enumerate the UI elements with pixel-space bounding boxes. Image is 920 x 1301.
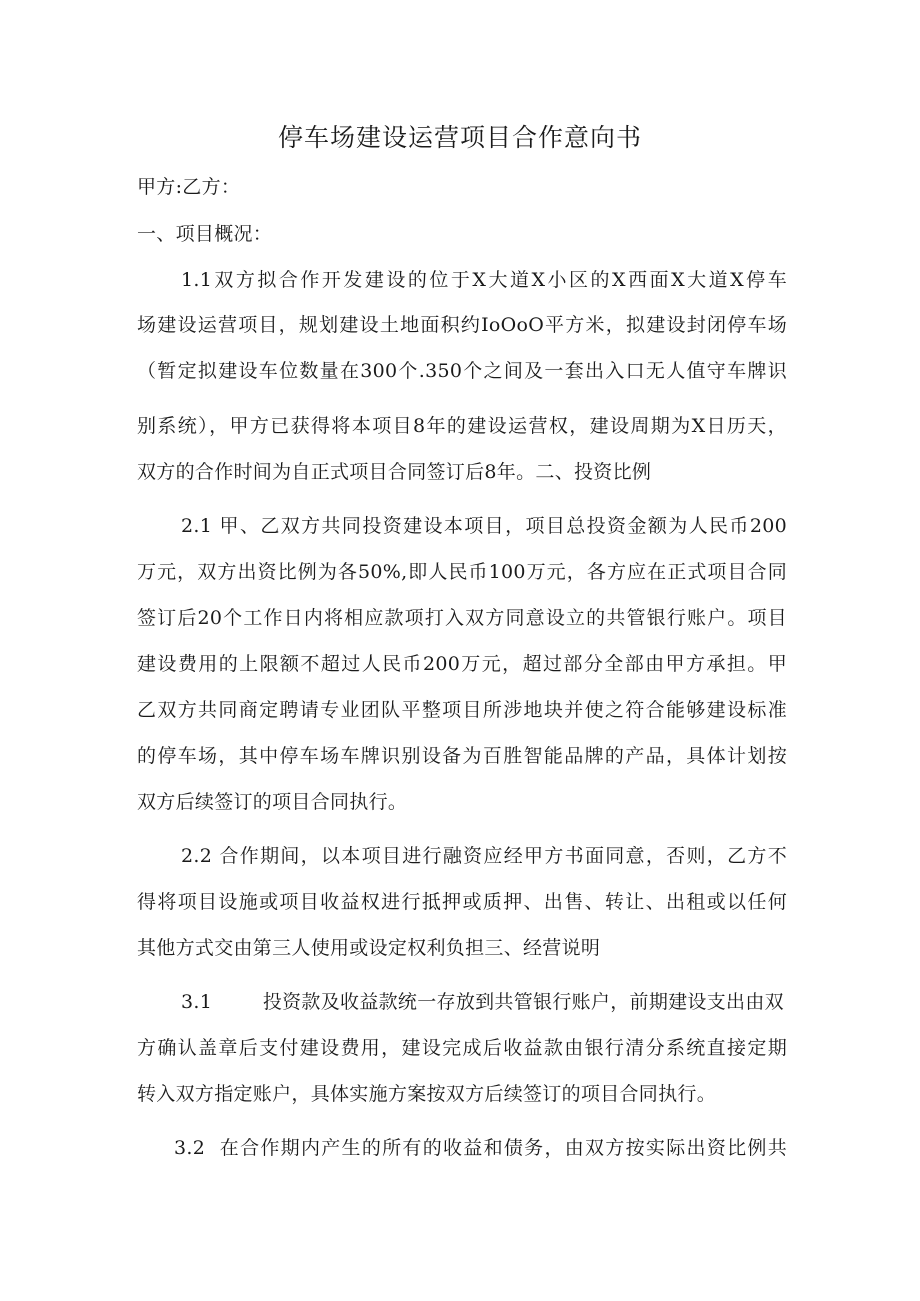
paragraph-line: 双方的合作时间为自正式项目合同签订后8年。二、投资比例 <box>137 461 652 483</box>
paragraph-line: 万元，双方出资比例为各50%,即人民币100万元，各方应在正式项目合同 <box>137 561 787 583</box>
paragraph-line: 双方后续签订的项目合同执行。 <box>137 791 408 813</box>
parties-line: 甲方:乙方： <box>137 176 241 198</box>
paragraph-line: 签订后20个工作日内将相应款项打入双方同意设立的共管银行账户。项目 <box>137 607 787 629</box>
paragraph-line: 3.2 在合作期内产生的所有的收益和债务，由双方按实际出资比例共 <box>174 1137 787 1159</box>
paragraph-line: 场建设运营项目，规划建设土地面积约IoOoO平方米，拟建设封闭停车场 <box>137 314 787 336</box>
paragraph-line: 建设费用的上限额不超过人民币200万元，超过部分全部由甲方承担。甲 <box>137 653 787 675</box>
paragraph-line: 其他方式交由第三人使用或设定权利负担三、经营说明 <box>137 937 601 959</box>
paragraph-line: （暂定拟建设车位数量在300个.350个之间及一套出入口无人值守车牌识 <box>137 360 787 382</box>
paragraph-line: 3.1 投资款及收益款统一存放到共管银行账户，前期建设支出由双 <box>181 991 784 1013</box>
document-title: 停车场建设运营项目合作意向书 <box>277 123 642 152</box>
paragraph-line: 2.2 合作期间，以本项目进行融资应经甲方书面同意，否则，乙方不 <box>181 845 787 867</box>
paragraph-line: 得将项目设施或项目收益权进行抵押或质押、出售、转让、出租或以任何 <box>137 891 787 913</box>
paragraph-line: 的停车场，其中停车场车牌识别设备为百胜智能品牌的产品，具体计划按 <box>137 745 787 767</box>
paragraph-line: 2.1 甲、乙双方共同投资建设本项目，项目总投资金额为人民币200 <box>181 515 787 537</box>
paragraph-line: 方确认盖章后支付建设费用，建设完成后收益款由银行清分系统直接定期 <box>137 1037 787 1059</box>
section-1-heading: 一、项目概况： <box>137 223 273 245</box>
paragraph-line: 别系统），甲方已获得将本项目8年的建设运营权，建设周期为X日历天， <box>137 415 787 437</box>
paragraph-line: 乙双方共同商定聘请专业团队平整项目所涉地块并使之符合能够建设标准 <box>137 699 787 721</box>
paragraph-line: 转入双方指定账户，具体实施方案按双方后续签订的项目合同执行。 <box>137 1083 717 1105</box>
paragraph-line: 1.1双方拟合作开发建设的位于X大道X小区的X西面X大道X停车 <box>181 269 787 291</box>
